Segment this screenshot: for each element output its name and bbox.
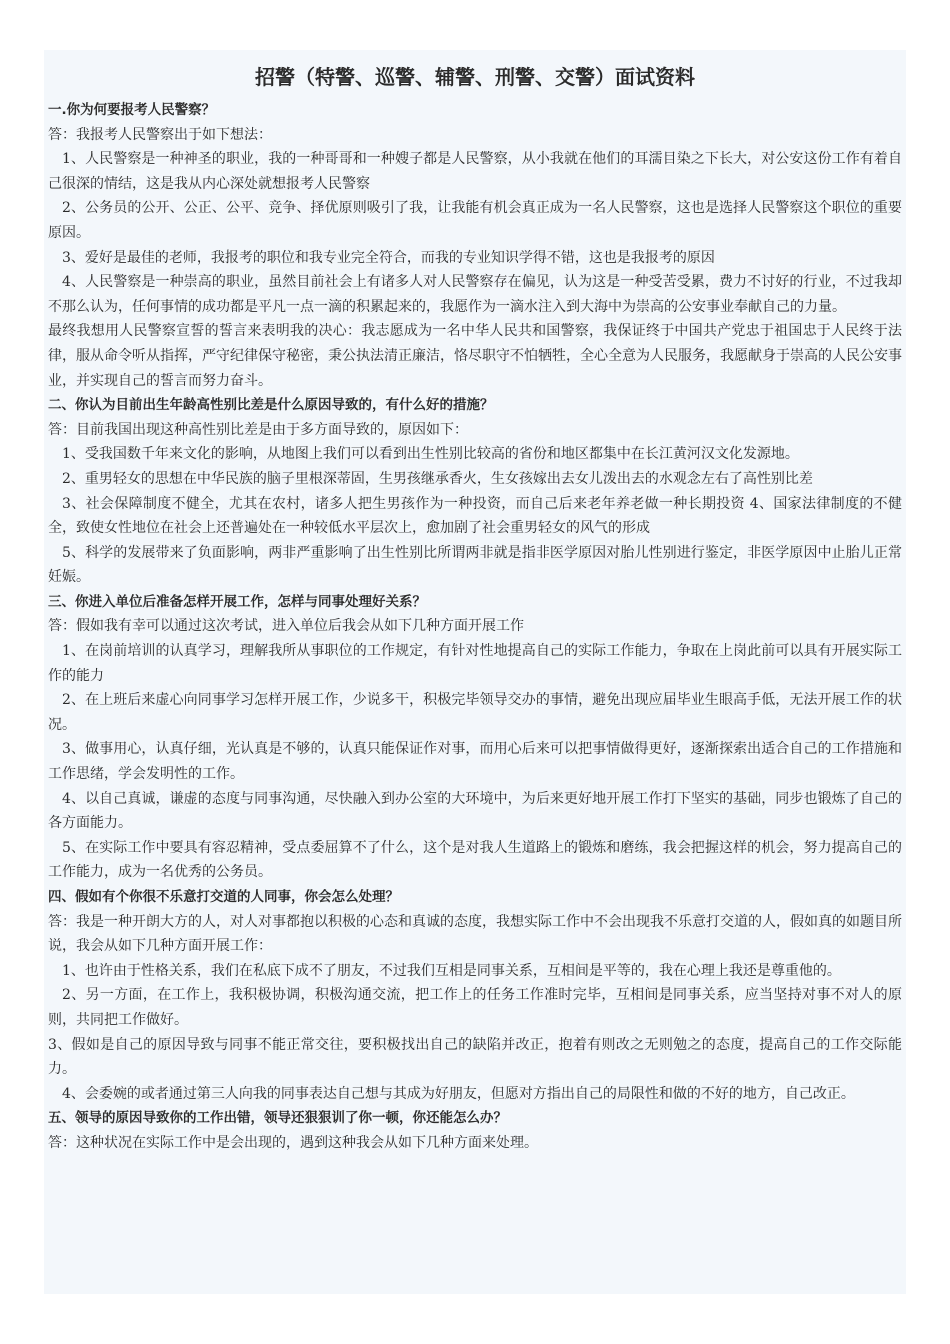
- document-page: [44, 50, 906, 1294]
- section-paragraph: 1、在岗前培训的认真学习，理解我所从事职位的工作规定，有针对性地提高自己的实际工作能力，争取在上岗此前可以具有开展实际工作的能力: [48, 643, 902, 684]
- section-paragraph: 1、人民警察是一种神圣的职业，我的一种哥哥和一种嫂子都是人民警察，从小我就在他们的耳濡目染之下长大，对公安这份工作有着自己很深的情结，这是我从内心深处就想报考人民警察: [48, 151, 902, 192]
- section-paragraph: 5、在实际工作中要具有容忍精神，受点委屈算不了什么，这个是对我人生道路上的锻炼和磨练，我会把握这样的机会，努力提高自己的工作能力，成为一名优秀的公务员。: [48, 839, 902, 881]
- section-question: 五、领导的原因导致你的工作出错，领导还狠狠训了你一顿，你还能怎么办？: [48, 1110, 507, 1127]
- section-paragraph: 4、以自己真诚，谦虚的态度与同事沟通，尽快融入到办公室的大环境中，为后来更好地开展工作打下坚实的基础，同步也锻炼了自己的各方面能力。: [48, 790, 902, 832]
- section-paragraph: 4、人民警察是一种崇高的职业，虽然目前社会上有诸多人对人民警察存在偏见，认为这是一种受苦受累，费力不讨好的行业，不过我却不那么认为，任何事情的成功都是平凡一点一滴的积累起来的，我愿作为一滴水注入到大海中为崇高的公安事业奉献自己的力量。: [48, 274, 902, 315]
- section-paragraph: 答：这种状况在实际工作中是会出现的，遇到这种我会从如下几种方面来处理。: [48, 1134, 538, 1151]
- section-paragraph: 答：目前我国出现这种高性别比差是由于多方面导致的，原因如下：: [48, 421, 468, 438]
- section-question: 三、你进入单位后准备怎样开展工作，怎样与同事处理好关系？: [48, 593, 426, 610]
- section-paragraph: 2、重男轻女的思想在中华民族的脑子里根深蒂固，生男孩继承香火，生女孩嫁出去女儿泼出去的水观念左右了高性别比差: [62, 470, 813, 487]
- section-paragraph: 5、科学的发展带来了负面影响，两非严重影响了出生性别比所谓两非就是指非医学原因对胎儿性别进行鉴定，非医学原因中止胎儿正常妊娠。: [48, 544, 902, 586]
- document-body: [48, 98, 902, 1156]
- section-paragraph: 3、做事用心，认真仔细，光认真是不够的，认真只能保证作对事，而用心后来可以把事情做得更好，逐渐探索出适合自己的工作措施和工作思绪，学会发明性的工作。: [48, 741, 902, 783]
- section-paragraph: 1、也许由于性格关系，我们在私底下成不了朋友，不过我们互相是同事关系，互相间是平等的，我在心理上我还是尊重他的。: [62, 962, 841, 979]
- section-paragraph: 4、会委婉的或者通过第三人向我的同事表达自己想与其成为好朋友，但愿对方指出自己的局限性和做的不好的地方，自己改正。: [62, 1085, 855, 1102]
- section-paragraph: 2、在上班后来虚心向同事学习怎样开展工作，少说多干，积极完毕领导交办的事情，避免出现应届毕业生眼高手低，无法开展工作的状况。: [48, 692, 902, 733]
- section-paragraph: 3、爱好是最佳的老师，我报考的职位和我专业完全符合，而我的专业知识学得不错，这也是我报考的原因: [62, 249, 715, 266]
- section-paragraph: 答：我报考人民警察出于如下想法：: [48, 126, 272, 143]
- section-paragraph: 2、另一方面，在工作上，我积极协调，积极沟通交流，把工作上的任务工作准时完毕，互相间是同事关系，应当坚持对事不对人的原则，共同把工作做好。: [48, 987, 902, 1028]
- section-question: 一.你为何要报考人民警察？: [48, 102, 216, 118]
- section-question: 四、假如有个你很不乐意打交道的人同事，你会怎么处理？: [48, 889, 399, 905]
- section-paragraph: 3、社会保障制度不健全，尤其在农村，诸多人把生男孩作为一种投资，而自己后来老年养老做一种长期投资 4、国家法律制度的不健全，致使女性地位在社会上还普遍处在一种较低水平层次上，愈加剧了社会重男轻女的风气的形成: [48, 495, 902, 537]
- section-paragraph: 3、假如是自己的原因导致与同事不能正常交往，要积极找出自己的缺陷并改正，抱着有则改之无则勉之的态度，提高自己的工作交际能力。: [48, 1036, 902, 1078]
- document-title: 招警（特警、巡警、辅警、刑警、交警）面试资料: [255, 65, 695, 89]
- section-paragraph: 答：我是一种开朗大方的人，对人对事都抱以积极的心态和真诚的态度，我想实际工作中不会出现我不乐意打交道的人，假如真的如题目所说，我会从如下几种方面开展工作：: [48, 913, 902, 955]
- section-paragraph: 1、受我国数千年来文化的影响，从地图上我们可以看到出生性别比较高的省份和地区都集中在长江黄河汉文化发源地。: [62, 446, 799, 463]
- section-paragraph: 最终我想用人民警察宣誓的誓言来表明我的决心：我志愿成为一名中华人民共和国警察，我保证终于中国共产党忠于祖国忠于人民终于法律，服从命令听从指挥，严守纪律保守秘密，秉公执法清正廉洁，恪尽职守不怕牺牲，全心全意为人民服务，我愿献身于崇高的人民公安事业，并实现自己的誓言而努力奋斗。: [48, 323, 902, 389]
- section-paragraph: 2、公务员的公开、公正、公平、竞争、择优原则吸引了我，让我能有机会真正成为一名人民警察，这也是选择人民警察这个职位的重要原因。: [48, 200, 902, 241]
- section-question: 二、你认为目前出生年龄高性别比差是什么原因导致的，有什么好的措施？: [48, 397, 494, 414]
- section-paragraph: 答：假如我有幸可以通过这次考试，进入单位后我会从如下几种方面开展工作: [48, 618, 524, 635]
